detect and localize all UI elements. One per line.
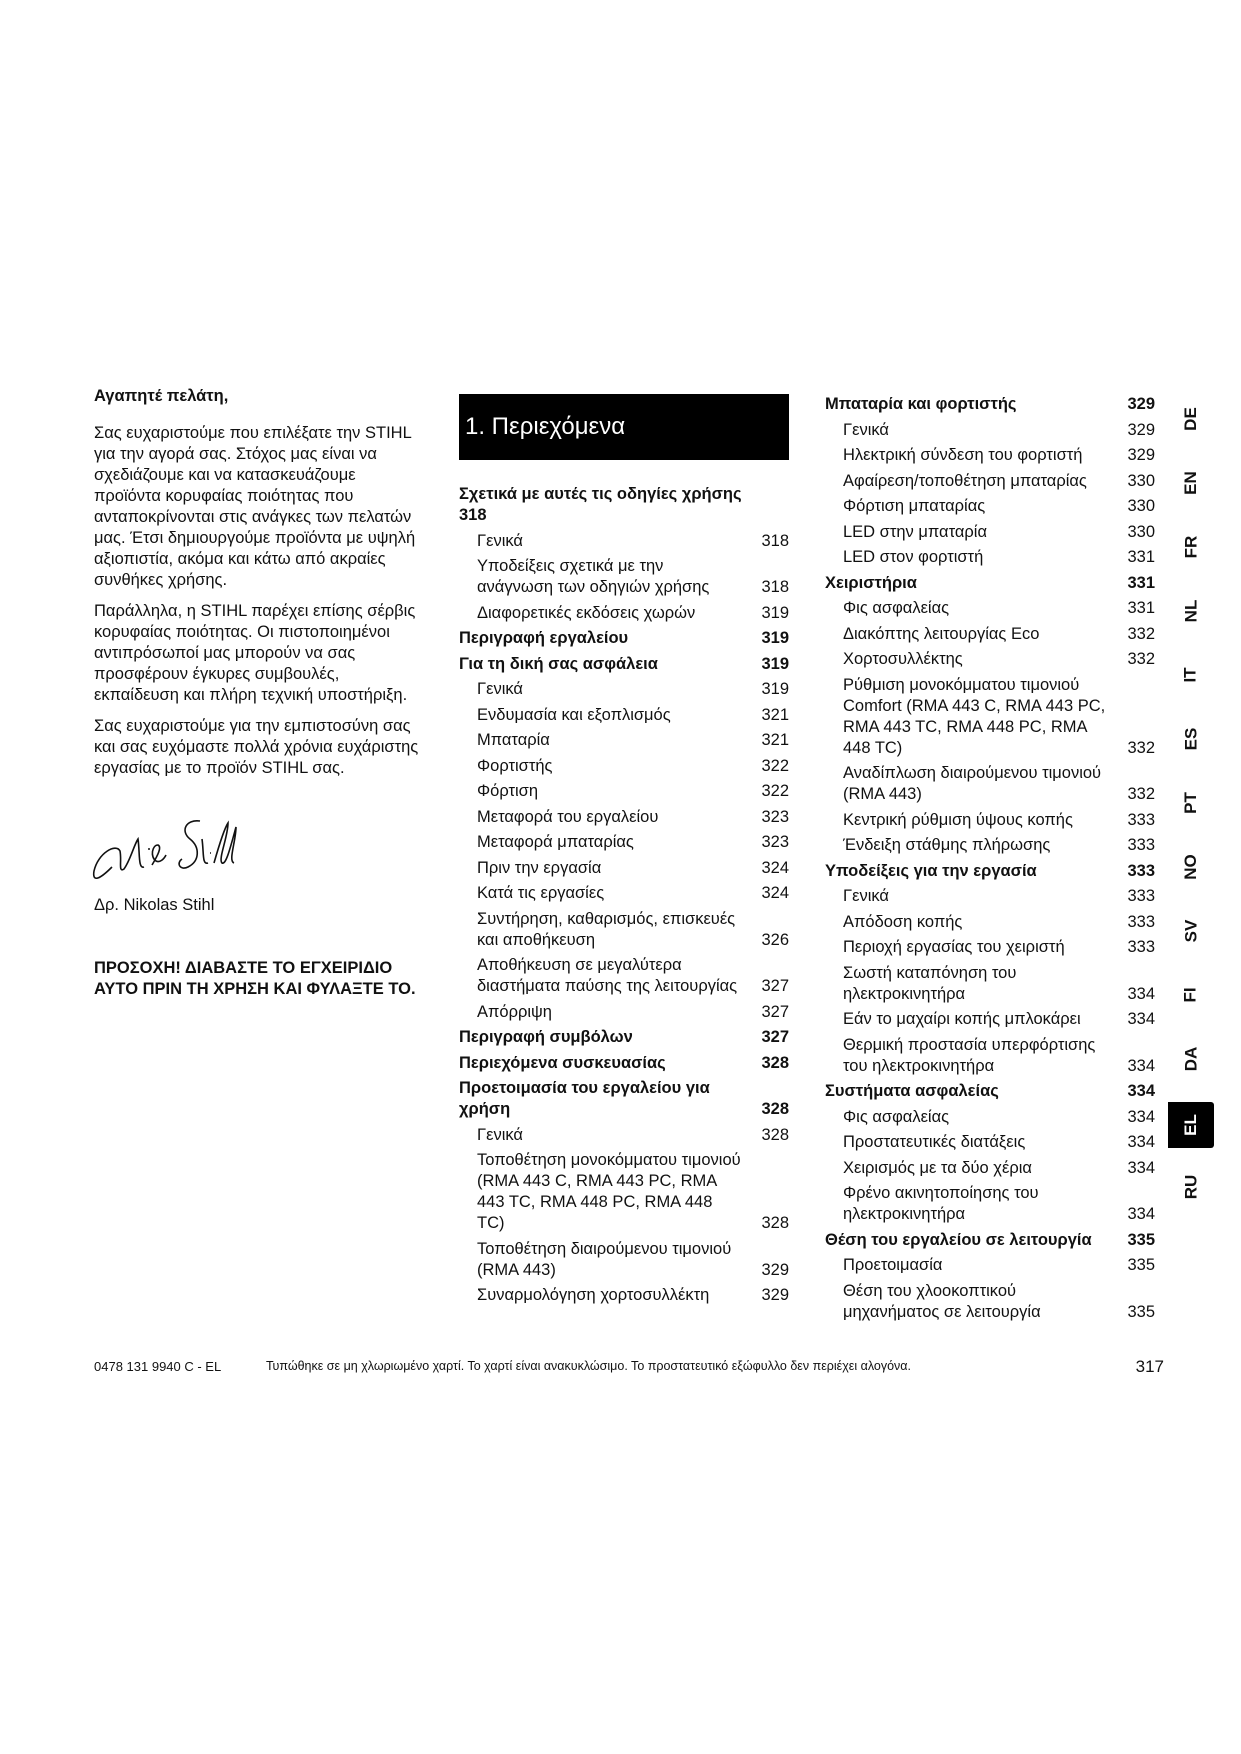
toc-entry-title: Θέση του εργαλείου σε λειτουργία [825, 1230, 1092, 1249]
toc-entry-page: 327 [761, 1002, 789, 1021]
signature-name: Δρ. Nikolas Stihl [94, 896, 215, 914]
toc-subsection-entry[interactable] [825, 1107, 1155, 1128]
toc-entry-page: 334 [1127, 1205, 1155, 1223]
toc-entry-page: 334 [1127, 1010, 1155, 1028]
toc-subsection-entry[interactable] [825, 1132, 1155, 1153]
toc-subsection-entry[interactable] [459, 807, 789, 828]
toc-entry-title: Χειριστήρια [825, 573, 917, 592]
toc-section-entry[interactable] [459, 1053, 789, 1074]
language-tab-label: FR [1180, 535, 1200, 559]
toc-entry-title: Μεταφορά του εργαλείου [477, 807, 659, 826]
toc-entry-title: Διακόπτης λειτουργίας Eco [843, 624, 1040, 643]
toc-entry-page: 322 [761, 756, 789, 775]
toc-entry-page: 332 [1127, 624, 1155, 643]
toc-entry-page: 318 [761, 531, 789, 550]
toc-subsection-entry[interactable] [825, 912, 1155, 933]
read-manual-warning: ΠΡΟΣΟΧΗ! ΔΙΑΒΑΣΤΕ ΤΟ ΕΓΧΕΙΡΙΔΙΟ ΑΥΤΟ ΠΡΙΝ ΤΗ ΧΡΗΣΗ ΚΑΙ ΦΥΛΑΞΤΕ ΤΟ. [94, 959, 416, 998]
toc-subsection-entry[interactable] [825, 1183, 1155, 1225]
language-tab-label: DA [1181, 1046, 1200, 1072]
toc-subsection-entry[interactable] [825, 763, 1155, 805]
toc-entry-page: 332 [1127, 785, 1155, 803]
toc-section-entry[interactable] [459, 484, 789, 526]
toc-subsection-entry[interactable] [459, 858, 789, 879]
language-tab-sv[interactable] [1168, 910, 1214, 952]
toc-entry-page: 330 [1127, 471, 1155, 490]
toc-entry-title: Σωστή καταπόνηση του ηλεκτροκινητήρα [843, 963, 1017, 1003]
toc-column-b [825, 394, 1155, 1327]
toc-subsection-entry[interactable] [825, 496, 1155, 517]
toc-entry-title: Προστατευτικές διατάξεις [843, 1133, 1026, 1151]
toc-entry-title: Φρένο ακινητοποίησης του ηλεκτροκινητήρα [843, 1184, 1039, 1223]
toc-entry-page: 333 [1127, 836, 1155, 854]
toc-entry-page: 329 [761, 1286, 789, 1304]
toc-entry-title: Προετοιμασία του εργαλείου για χρήση [459, 1079, 710, 1118]
toc-entry-title: Ενδυμασία και εξοπλισμός [477, 705, 671, 724]
toc-subsection-entry[interactable] [825, 1035, 1155, 1077]
toc-entry-title: Φις ασφαλείας [843, 599, 950, 617]
language-tab-label: PT [1180, 792, 1200, 814]
toc-entry-title: Απόρριψη [477, 1002, 552, 1021]
toc-entry-page: 334 [1127, 1082, 1155, 1100]
toc-entry-page: 319 [761, 680, 789, 698]
language-tab-da[interactable] [1168, 1038, 1214, 1080]
language-tab-es[interactable] [1168, 718, 1214, 760]
toc-subsection-entry[interactable] [459, 1150, 789, 1234]
toc-entry-title: Κεντρική ρύθμιση ύψους κοπής [843, 810, 1073, 829]
toc-entry-title: Εάν το μαχαίρι κοπής μπλοκάρει [843, 1010, 1081, 1028]
toc-entry-title: Πριν την εργασία [477, 858, 602, 877]
document-code: 0478 131 9940 C - EL [94, 1359, 222, 1374]
toc-entry-page: 330 [1127, 522, 1155, 541]
toc-entry-title: Συστήματα ασφαλείας [825, 1082, 999, 1100]
toc-section-entry[interactable] [459, 1078, 789, 1120]
toc-entry-page: 329 [1127, 446, 1155, 464]
toc-heading-text: 1. Περιεχόμενα [465, 413, 626, 440]
toc-entry-page: 327 [761, 1028, 789, 1046]
toc-section-entry[interactable] [459, 1027, 789, 1048]
toc-list-b [825, 394, 1155, 1323]
toc-subsection-entry[interactable] [459, 705, 789, 726]
toc-entry-title: Διαφορετικές εκδόσεις χωρών [477, 603, 696, 622]
toc-entry-page: 329 [761, 1260, 789, 1279]
toc-entry-title: Αναδίπλωση διαιρούμενου τιμονιού (RMA 443) [843, 764, 1102, 803]
toc-entry-page: 329 [1127, 420, 1155, 439]
toc-entry-title: Φόρτιση [477, 782, 539, 800]
toc-entry-page: 328 [761, 1053, 789, 1072]
toc-entry-title: Γενικά [843, 887, 889, 905]
toc-subsection-entry[interactable] [825, 471, 1155, 492]
toc-subsection-entry[interactable] [825, 886, 1155, 907]
toc-entry-page: 319 [761, 629, 789, 647]
toc-entry-page: 324 [761, 884, 789, 902]
toc-entry-title: Περιγραφή συμβόλων [459, 1028, 633, 1046]
toc-subsection-entry[interactable] [825, 649, 1155, 670]
toc-section-entry[interactable] [825, 573, 1155, 594]
intro-paragraph: Σας ευχαριστούμε για την εμπιστοσύνη σας και σας ευχόμαστε πολλά χρόνια ευχάριστης εργασίας με το προϊόν STIHL σας. [94, 717, 419, 777]
language-tab-en[interactable] [1168, 462, 1214, 504]
toc-entry-title: Περιεχόμενα συσκευασίας [459, 1053, 666, 1072]
toc-entry-page: 333 [1127, 938, 1155, 956]
toc-entry-title: Περιγραφή εργαλείου [459, 629, 629, 647]
toc-section-entry[interactable] [825, 861, 1155, 882]
language-tab-nl[interactable] [1168, 590, 1214, 632]
toc-entry-title: Τοποθέτηση διαιρούμενου τιμονιού (RMA 443) [477, 1239, 732, 1279]
language-tab-label: NL [1180, 599, 1200, 623]
toc-entry-page: 331 [1127, 599, 1155, 617]
toc-entry-title: Φις ασφαλείας [843, 1107, 950, 1126]
toc-subsection-entry[interactable] [459, 909, 789, 951]
language-tab-it[interactable] [1168, 654, 1214, 696]
toc-subsection-entry[interactable] [459, 1125, 789, 1146]
toc-list-a [459, 484, 789, 1306]
toc-entry-page: 335 [1127, 1256, 1155, 1274]
paper-note: Τυπώθηκε σε μη χλωριωμένο χαρτί. Το χαρτί είναι ανακυκλώσιμο. Το προστατευτικό εξώφυλλο δεν περιέχει αλογόνα. [266, 1359, 912, 1373]
toc-entry-page: 324 [761, 858, 789, 877]
toc-entry-page: 333 [1127, 810, 1155, 829]
toc-subsection-entry[interactable] [825, 1281, 1155, 1323]
toc-entry-title: Μεταφορά μπαταρίας [477, 833, 634, 851]
toc-subsection-entry[interactable] [459, 603, 789, 624]
toc-entry-page: 328 [761, 1125, 789, 1144]
toc-entry-page: 323 [761, 833, 789, 851]
toc-entry-title: Αποθήκευση σε μεγαλύτερα διαστήματα παύσης της λειτουργίας [477, 956, 738, 995]
toc-entry-title: Μπαταρία και φορτιστής [825, 395, 1017, 413]
toc-entry-page: 319 [761, 654, 789, 673]
toc-entry-page: 321 [761, 731, 789, 749]
toc-section-entry[interactable] [825, 1081, 1155, 1102]
toc-subsection-entry[interactable] [825, 420, 1155, 441]
language-tab-label: SV [1181, 919, 1200, 943]
language-tab-label: EN [1181, 471, 1200, 495]
toc-entry-title: Γενικά [843, 420, 889, 439]
toc-entry-page: 334 [1127, 1107, 1155, 1126]
toc-subsection-entry[interactable] [825, 1009, 1155, 1030]
page-number: 317 [1135, 1357, 1164, 1376]
toc-entry-title: Ένδειξη στάθμης πλήρωσης [843, 836, 1051, 854]
toc-entry-title: Σχετικά με αυτές τις οδηγίες χρήσης 318 [459, 485, 742, 524]
toc-entry-page: 333 [1127, 912, 1155, 931]
toc-entry-title: Υποδείξεις σχετικά με την ανάγνωση των οδηγιών χρήσης [477, 557, 710, 596]
language-tab-el[interactable] [1168, 1102, 1214, 1148]
toc-entry-title: Απόδοση κοπής [843, 912, 963, 931]
toc-entry-title: Θέση του χλοοκοπτικού μηχανήματος σε λειτουργία [843, 1281, 1041, 1321]
toc-entry-title: Υποδείξεις για την εργασία [825, 861, 1037, 880]
toc-entry-page: 334 [1127, 984, 1155, 1003]
toc-entry-title: Κατά τις εργασίες [477, 884, 605, 902]
toc-subsection-entry[interactable] [459, 1239, 789, 1281]
toc-entry-title: Ηλεκτρική σύνδεση του φορτιστή [843, 446, 1083, 464]
language-tab-label: NO [1181, 854, 1200, 880]
toc-entry-title: Προετοιμασία [843, 1256, 943, 1274]
toc-subsection-entry[interactable] [825, 1255, 1155, 1276]
toc-subsection-entry[interactable] [459, 730, 789, 751]
toc-entry-title: Συναρμολόγηση χορτοσυλλέκτη [477, 1286, 710, 1304]
intro-paragraph: Παράλληλα, η STIHL παρέχει επίσης σέρβις κορυφαίας ποιότητας. Οι πιστοποιημένοι αντιπρόσωποί μας μπορούν να σας προσφέρουν έγκυρες συμβουλές, εκπαίδευση και πλήρη τεχνική υποστήριξη. [94, 602, 416, 704]
toc-subsection-entry[interactable] [459, 883, 789, 904]
language-tab-fr[interactable] [1168, 526, 1214, 568]
toc-entry-page: 322 [761, 782, 789, 800]
toc-subsection-entry[interactable] [825, 675, 1155, 759]
language-tab-de[interactable] [1168, 398, 1214, 440]
toc-entry-title: LED στην μπαταρία [843, 522, 988, 541]
toc-entry-page: 335 [1127, 1230, 1155, 1249]
toc-subsection-entry[interactable] [459, 1285, 789, 1306]
toc-entry-page: 329 [1127, 395, 1155, 413]
toc-entry-page: 332 [1127, 738, 1155, 757]
toc-entry-title: Συντήρηση, καθαρισμός, επισκευές και αποθήκευση [477, 909, 736, 949]
toc-entry-page: 328 [761, 1100, 789, 1118]
toc-subsection-entry[interactable] [459, 756, 789, 777]
toc-entry-title: Χειρισμός με τα δύο χέρια [843, 1158, 1032, 1177]
language-tab-label: RU [1181, 1174, 1200, 1200]
toc-entry-page: 333 [1127, 887, 1155, 905]
toc-subsection-entry[interactable] [825, 835, 1155, 856]
toc-entry-title: Ρύθμιση μονοκόμματου τιμονιού Comfort (RMA 443 C, RMA 443 PC, RMA 443 TC, RMA 448 PC, RMA 448 TC) [843, 675, 1106, 757]
toc-entry-title: Γενικά [477, 680, 523, 698]
toc-subsection-entry[interactable] [825, 522, 1155, 543]
toc-entry-title: Γενικά [477, 531, 523, 550]
toc-entry-title: Θερμική προστασία υπερφόρτισης του ηλεκτροκινητήρα [843, 1035, 1096, 1075]
toc-entry-page: 334 [1127, 1056, 1155, 1075]
toc-entry-page: 331 [1127, 548, 1155, 566]
toc-entry-page: 326 [761, 930, 789, 949]
language-tab-pt[interactable] [1168, 782, 1214, 824]
language-tab-ru[interactable] [1168, 1166, 1214, 1208]
toc-section-entry[interactable] [825, 1230, 1155, 1251]
toc-subsection-entry[interactable] [459, 781, 789, 802]
toc-entry-page: 321 [761, 705, 789, 724]
language-tab-label: DE [1181, 407, 1200, 431]
language-tab-label: EL [1180, 1114, 1200, 1136]
language-tab-no[interactable] [1168, 846, 1214, 888]
toc-subsection-entry[interactable] [825, 810, 1155, 831]
toc-entry-page: 331 [1127, 573, 1155, 592]
toc-entry-page: 334 [1127, 1158, 1155, 1177]
toc-column-a [459, 394, 789, 1311]
toc-entry-page: 333 [1127, 861, 1155, 880]
toc-entry-page: 323 [761, 807, 789, 826]
toc-subsection-entry[interactable] [459, 531, 789, 552]
toc-entry-page: 335 [1127, 1302, 1155, 1321]
toc-entry-title: Αφαίρεση/τοποθέτηση μπαταρίας [843, 471, 1087, 490]
toc-subsection-entry[interactable] [459, 679, 789, 700]
intro-paragraph: Σας ευχαριστούμε που επιλέξατε την STIHL για την αγορά σας. Στόχος μας είναι να σχεδιάζουμε και να κατασκευάζουμε προϊόντα κορυφαίας ποιότητας που ανταποκρίνονται στις ανάγκες των πελατών μας. Έτσι δημιουργούμε προϊόντα με υψηλή αξιοπιστία, ακόμα και κάτω από ακραίες συνθήκες χρήσης. [94, 424, 416, 589]
toc-subsection-entry[interactable] [459, 832, 789, 853]
language-tab-label: ES [1181, 727, 1200, 751]
toc-section-entry[interactable] [459, 628, 789, 649]
toc-entry-page: 330 [1127, 497, 1155, 515]
toc-entry-title: Περιοχή εργασίας του χειριστή [843, 938, 1065, 956]
greeting: Αγαπητέ πελάτη, [94, 387, 229, 405]
language-tab-fi[interactable] [1168, 974, 1214, 1016]
toc-entry-page: 334 [1127, 1133, 1155, 1151]
toc-subsection-entry[interactable] [459, 1002, 789, 1023]
toc-subsection-entry[interactable] [825, 598, 1155, 619]
toc-entry-page: 332 [1127, 650, 1155, 668]
toc-entry-page: 318 [761, 578, 789, 596]
toc-heading [459, 394, 789, 460]
toc-subsection-entry[interactable] [825, 624, 1155, 645]
toc-section-entry[interactable] [825, 394, 1155, 415]
toc-entry-page: 328 [761, 1214, 789, 1232]
toc-section-entry[interactable] [459, 654, 789, 675]
toc-entry-page: 319 [761, 603, 789, 622]
language-tab-label: IT [1180, 667, 1200, 683]
intro-letter [94, 386, 424, 1000]
toc-subsection-entry[interactable] [459, 955, 789, 997]
toc-subsection-entry[interactable] [825, 937, 1155, 958]
toc-entry-title: LED στον φορτιστή [843, 548, 984, 566]
toc-subsection-entry[interactable] [459, 556, 789, 598]
toc-subsection-entry[interactable] [825, 963, 1155, 1005]
toc-subsection-entry[interactable] [825, 445, 1155, 466]
toc-entry-title: Χορτοσυλλέκτης [843, 650, 963, 668]
toc-subsection-entry[interactable] [825, 547, 1155, 568]
toc-entry-title: Γενικά [477, 1125, 523, 1144]
toc-entry-title: Φόρτιση μπαταρίας [843, 497, 986, 515]
toc-entry-title: Για τη δική σας ασφάλεια [459, 654, 658, 673]
toc-entry-page: 327 [761, 977, 789, 995]
signature-image [90, 809, 260, 889]
language-tab-label: FI [1180, 987, 1200, 1003]
toc-entry-title: Τοποθέτηση μονοκόμματου τιμονιού (RMA 443 C, RMA 443 PC, RMA 443 TC, RMA 448 PC, RMA 448 TC) [477, 1151, 741, 1232]
language-tabs [1168, 398, 1214, 1230]
toc-entry-title: Μπαταρία [477, 731, 550, 749]
toc-entry-title: Φορτιστής [477, 756, 553, 775]
toc-subsection-entry[interactable] [825, 1158, 1155, 1179]
